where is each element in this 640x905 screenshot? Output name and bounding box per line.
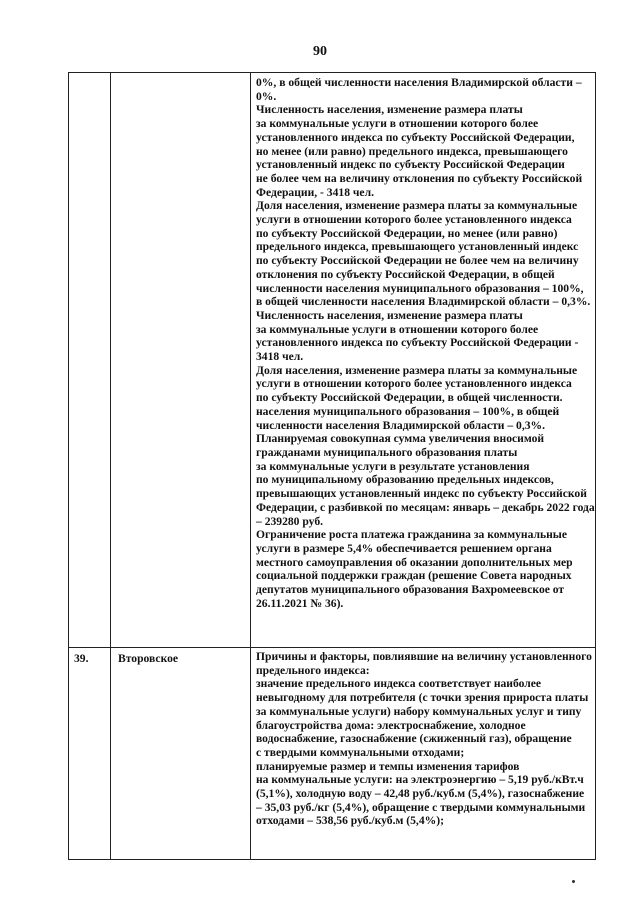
text-line: Численность населения, изменение размера платы — [256, 103, 523, 117]
text-line: невыгодному для потребителя (с точки зрения прироста платы — [256, 691, 589, 705]
text-line: 0%, в общей численности населения Владимирской области – — [256, 76, 582, 89]
text-line: благоустройства дома: электроснабжение, холодное — [256, 718, 526, 732]
text-line: в общей численности населения Владимирской области – 0,3%. — [256, 295, 591, 309]
text-line: по субъекту Российской Федерации, но менее (или равно) — [256, 226, 558, 240]
text-line: Доля населения, изменение размера платы за коммунальные — [256, 199, 578, 213]
text-line: за коммунальные услуги в результате установления — [256, 459, 530, 473]
text-line: но менее (или равно) предельного индекса, превышающего — [256, 144, 568, 158]
table-border-bottom — [68, 859, 596, 860]
text-line: значение предельного индекса соответствует наиболее — [256, 677, 542, 691]
text-line: на коммунальные услуги: на электроэнергию – 5,19 руб./кВт.ч — [256, 773, 584, 787]
text-line: Федерации, - 3418 чел. — [256, 185, 374, 199]
text-line: по муниципальному образованию предельных индексов, — [256, 473, 554, 487]
text-line: установленный индекс по субъекту Российской Федерации — [256, 158, 565, 172]
text-line: за коммунальные услуги в отношении которого более — [256, 322, 539, 336]
page-number: 90 — [313, 44, 327, 59]
text-line: с твердыми коммунальными отходами; — [256, 745, 465, 759]
text-line: услуги в отношении которого более установленного индекса — [256, 377, 572, 391]
text-line: местного самоуправления об оказании дополнительных мер — [256, 555, 573, 569]
text-line: гражданами муниципального образования платы — [256, 445, 518, 459]
row-divider — [68, 647, 596, 648]
text-line: численности населения муниципального образования – 100%, — [256, 281, 584, 295]
text-line: за коммунальные услуги в отношении которого более — [256, 117, 539, 131]
text-line: отходами – 538,56 руб./куб.м (5,4%); — [256, 814, 444, 828]
text-line: Численность населения, изменение размера платы — [256, 308, 523, 322]
text-line: Причины и факторы, повлиявшие на величину установленного — [256, 650, 592, 663]
text-line: по субъекту Российской Федерации, в общей численности. — [256, 391, 563, 405]
text-line: планируемые размер и темпы изменения тарифов — [256, 759, 520, 773]
text-line: Планируемая совокупная сумма увеличения вносимой — [256, 432, 545, 446]
text-line: численности населения Владимирской области – 0,3%. — [256, 418, 546, 432]
row-number-cell: 39. — [74, 652, 89, 665]
text-line: услуги в отношении которого более установленного индекса — [256, 213, 572, 227]
table-border-left — [68, 72, 69, 860]
text-line: – 35,03 руб./кг (5,4%), обращение с твердыми коммунальными — [256, 800, 586, 814]
text-line: населения муниципального образования – 100%, в общей — [256, 404, 560, 418]
text-line: социальной поддержки граждан (решение Совета народных — [256, 569, 572, 583]
text-line: за коммунальные услуги) набору коммунальных услуг и типу — [256, 704, 582, 718]
text-line: Федерации, с разбивкой по месяцам: январь – декабрь 2022 года — [256, 500, 595, 514]
table-border-top — [68, 72, 596, 73]
text-line: Доля населения, изменение размера платы за коммунальные — [256, 363, 578, 377]
text-line: предельного индекса, превышающего установленный индекс — [256, 240, 579, 254]
text-line: Ограничение роста платежа гражданина за коммунальные — [256, 528, 567, 542]
municipality-name-cell: Второвское — [118, 652, 179, 665]
document-table — [68, 72, 596, 860]
text-line: превышающих установленный индекс по субъекту Российской — [256, 487, 587, 501]
previous-row-content-cell — [256, 76, 595, 610]
text-line: 26.11.2021 № 36). — [256, 596, 344, 610]
text-line: установленного индекса по субъекту Российской Федерации - — [256, 336, 579, 350]
column-divider-2 — [250, 72, 251, 860]
column-divider-1 — [110, 72, 111, 860]
text-line: – 239280 руб. — [256, 514, 324, 528]
table-border-right — [595, 72, 596, 860]
text-line: установленного индекса по субъекту Российской Федерации, — [256, 130, 575, 144]
text-line: не более чем на величину отклонения по субъекту Российской — [256, 171, 583, 185]
text-line: 3418 чел. — [256, 350, 304, 364]
text-line: (5,1%), холодную воду – 42,48 руб./куб.м (5,4%), газоснабжение — [256, 787, 585, 801]
text-line: по субъекту Российской Федерации не более чем на величину — [256, 254, 579, 268]
text-line: водоснабжение, газоснабжение (сжиженный газ), обращение — [256, 732, 572, 746]
text-line: 0%. — [256, 89, 277, 103]
text-line: отклонения по субъекту Российской Федерации, в общей — [256, 267, 555, 281]
row-39-content-cell — [256, 650, 592, 828]
text-line: предельного индекса: — [256, 663, 370, 677]
text-line: услуги в размере 5,4% обеспечивается решением органа — [256, 541, 552, 555]
scan-speck — [572, 880, 575, 883]
text-line: депутатов муниципального образования Вахромеевское от — [256, 583, 565, 597]
